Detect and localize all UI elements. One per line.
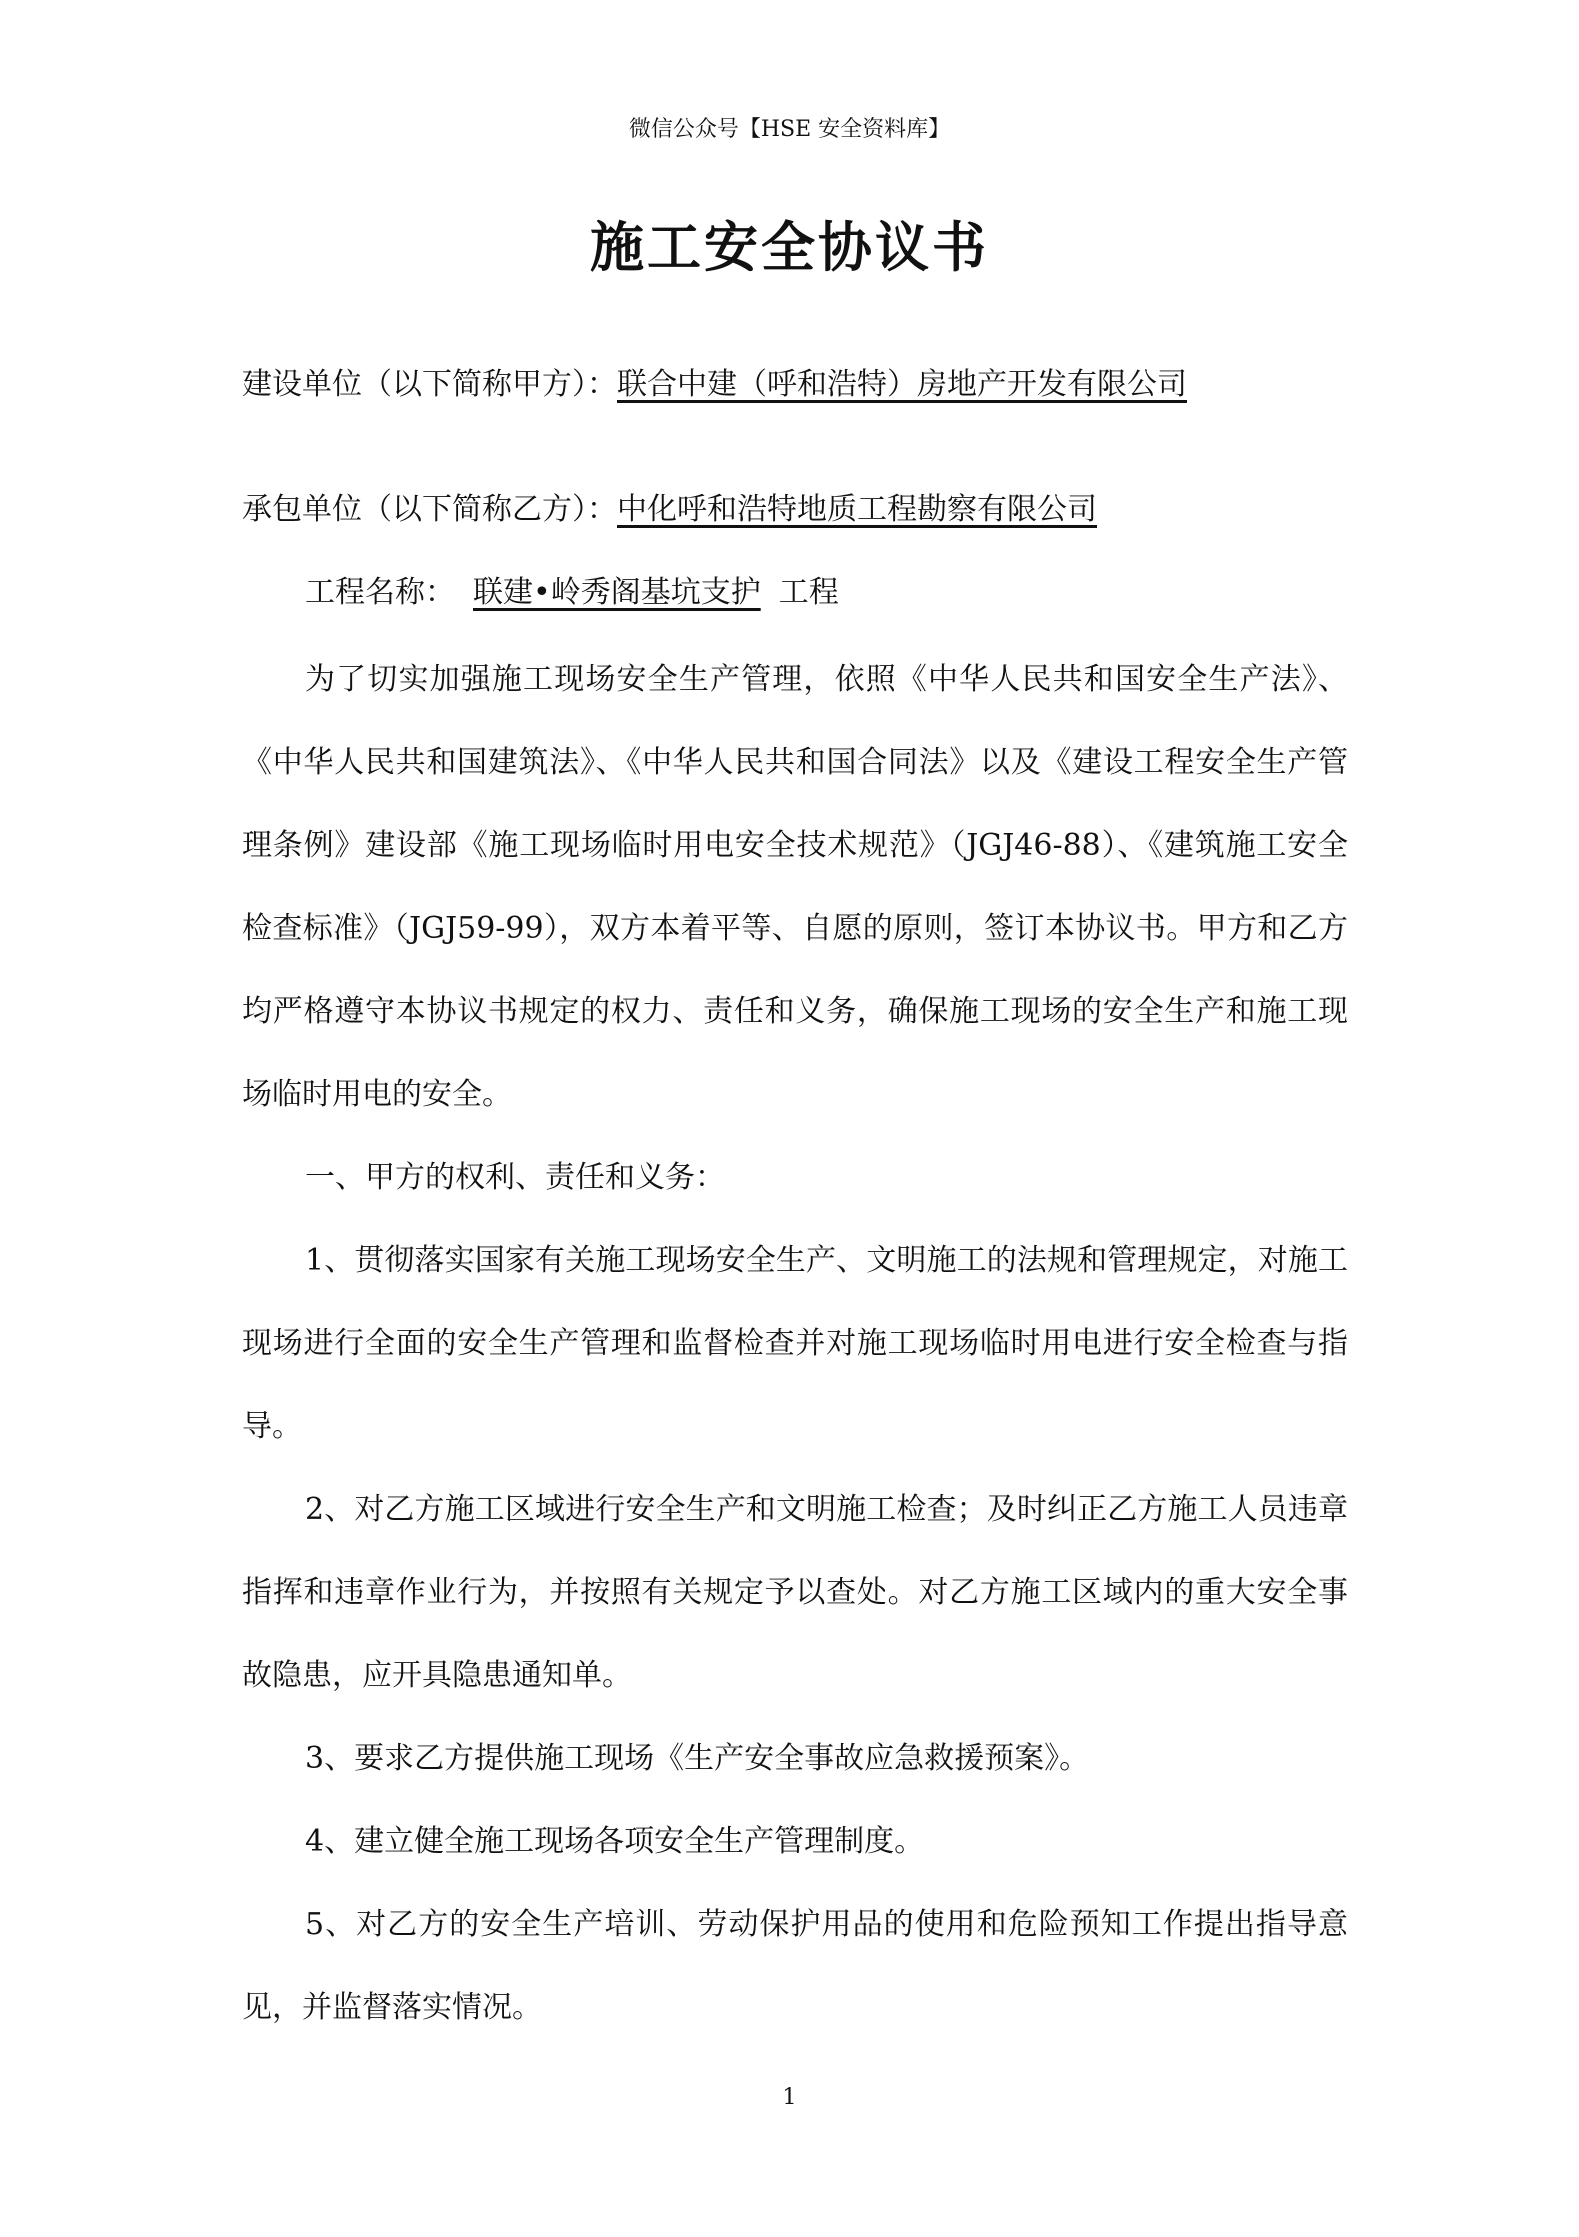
party-b-value: 中化呼和浩特地质工程勘察有限公司 — [617, 492, 1097, 527]
project-line — [305, 573, 839, 613]
clause-3: 3、要求乙方提供施工现场《生产安全事故应急救援预案》。 — [305, 1741, 1090, 1776]
party-b-line — [242, 490, 1097, 530]
page-header: 微信公众号【HSE 安全资料库】 — [628, 117, 951, 142]
project-label: 工程名称： — [305, 575, 455, 610]
party-a-value: 联合中建（呼和浩特）房地产开发有限公司 — [617, 367, 1187, 402]
section-heading: 一、甲方的权利、责任和义务： — [305, 1160, 725, 1195]
document-body — [242, 638, 1348, 2049]
party-b-label: 承包单位（以下简称乙方）： — [242, 492, 617, 527]
clause-5: 5、对乙方的安全生产培训、劳动保护用品的使用和危险预知工作提出指导意见，并监督落实情况。 — [242, 1907, 1348, 2025]
party-a-label: 建设单位（以下简称甲方）： — [242, 367, 617, 402]
clause-2: 2、对乙方施工区域进行安全生产和文明施工检查；及时纠正乙方施工人员违章指挥和违章作业行为，并按照有关规定予以查处。对乙方施工区域内的重大安全事故隐患，应开具隐患通知单。 — [242, 1492, 1348, 1693]
project-suffix: 工程 — [778, 575, 839, 610]
page-number: 1 — [782, 2085, 797, 2110]
clause-4: 4、建立健全施工现场各项安全生产管理制度。 — [305, 1824, 925, 1859]
clause-1: 1、贯彻落实国家有关施工现场安全生产、文明施工的法规和管理规定，对施工现场进行全面的安全生产管理和监督检查并对施工现场临时用电进行安全检查与指导。 — [242, 1243, 1348, 1444]
document-title: 施工安全协议书 — [590, 215, 989, 279]
party-a-line — [242, 365, 1187, 405]
project-value: 联建•岭秀阁基坑支护 — [473, 575, 761, 610]
intro-paragraph: 为了切实加强施工现场安全生产管理，依照《中华人民共和国安全生产法》、《中华人民共和国建筑法》、《中华人民共和国合同法》以及《建设工程安全生产管理条例》建设部《施工现场临时用电安全技术规范》（JGJ46-88）、《建筑施工安全检查标准》（JGJ59-99），双方本着平等、自愿的原则，签订本协议书。甲方和乙方均严格遵守本协议书规定的权力、责任和义务，确保施工现场的安全生产和施工现场临时用电的安全。 — [242, 662, 1348, 1112]
